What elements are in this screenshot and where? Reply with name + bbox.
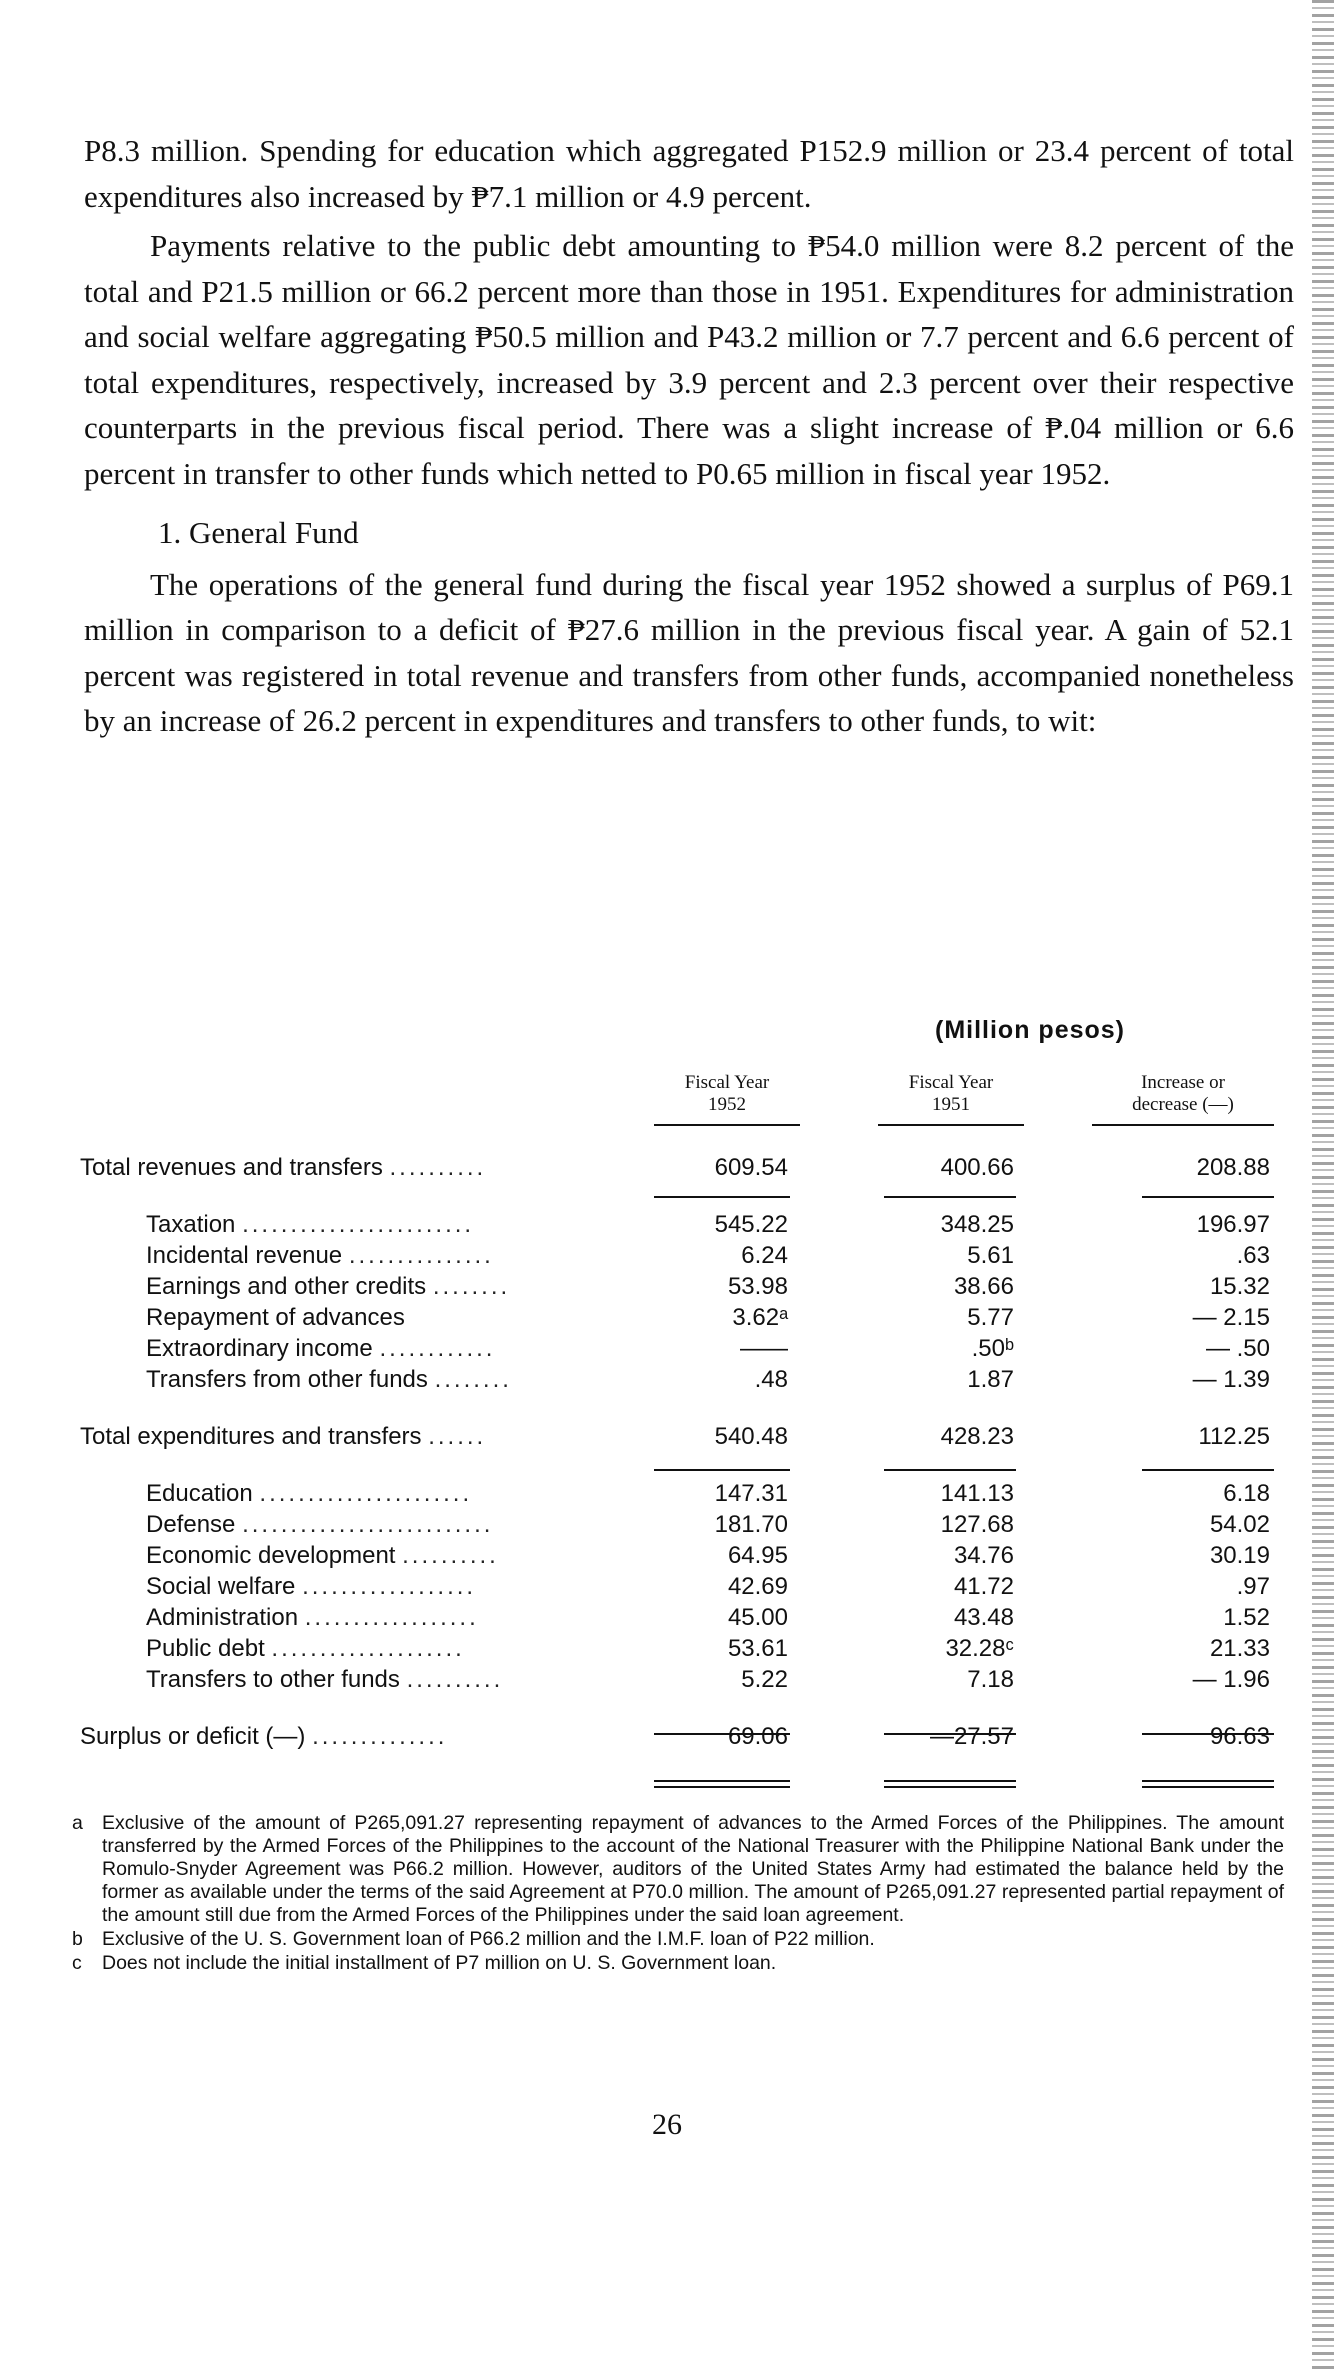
column-header-fy1951: Fiscal Year 1951 [878, 1072, 1024, 1126]
table-row: Surplus or deficit (—) .............. 69.06 —27.57 96.63 [80, 1723, 1270, 1750]
table-row: Economic development .......... 64.95 34.76 30.19 [146, 1542, 1270, 1569]
table-row: Transfers to other funds .......... 5.22 7.18 — 1.96 [146, 1666, 1270, 1693]
section-heading: 1. General Fund [158, 515, 359, 550]
column-header-change: Increase or decrease (—) [1092, 1072, 1274, 1126]
table-row: Public debt .................... 53.61 32.28ᶜ 21.33 [146, 1635, 1270, 1662]
footnote-c: c Does not include the initial installment of P7 million on U. S. Government loan. [72, 1952, 777, 1974]
table-row: Education ...................... 147.31 141.13 6.18 [146, 1480, 1270, 1507]
table-row: Earnings and other credits ........ 53.98 38.66 15.32 [146, 1273, 1270, 1300]
table-row: Total expenditures and transfers ...... 540.48 428.23 112.25 [80, 1423, 1270, 1450]
column-header-fy1952: Fiscal Year 1952 [654, 1072, 800, 1126]
body-text [84, 128, 1294, 744]
paragraph-3: The operations of the general fund during the fiscal year 1952 showed a surplus of P69.1 million in comparison to a deficit of ₱27.6 million in the previous fiscal year. A gain of 52.1 percent was registered in total revenue and transfers from other funds, accompanied nonetheless by an increase of 26.2 percent in expenditures and transfers to other funds, to wit: [84, 566, 1294, 738]
table-row: Social welfare .................. 42.69 41.72 .97 [146, 1573, 1270, 1600]
table-row: Incidental revenue ............... 6.24 5.61 .63 [146, 1242, 1270, 1269]
table-body [80, 1152, 1280, 1752]
table-row: Transfers from other funds ........ .48 1.87 — 1.39 [146, 1366, 1270, 1393]
footnotes [72, 1812, 1284, 1976]
table-unit-label: (Million pesos) [935, 1016, 1125, 1044]
paragraph-1: P8.3 million. Spending for education which aggregated P152.9 million or 23.4 percent of total expenditures also increased by ₱7.1 million or 4.9 percent. [84, 133, 1294, 214]
table-row: Repayment of advances 3.62ᵃ 5.77 — 2.15 [146, 1304, 1270, 1331]
scanned-page-edge [1312, 0, 1334, 2372]
table-row: Defense .......................... 181.70 127.68 54.02 [146, 1511, 1270, 1538]
page-number: 26 [652, 2108, 682, 2141]
table-row: Administration .................. 45.00 43.48 1.52 [146, 1604, 1270, 1631]
table-row: Extraordinary income ............ —— .50ᵇ — .50 [146, 1335, 1270, 1362]
paragraph-2: Payments relative to the public debt amounting to ₱54.0 million were 8.2 percent of the total and P21.5 million or 66.2 percent more than those in 1951. Expenditures for administration and social welfare aggregating ₱50.5 million and P43.2 million or 7.7 percent and 6.6 percent of total expenditures, respectively, increased by 3.9 percent and 2.3 percent over their respective counterparts in the previous fiscal period. There was a slight increase of ₱.04 million or 6.6 percent in transfer to other funds which netted to P0.65 million in fiscal year 1952. [84, 228, 1294, 491]
table-row: Taxation ........................ 545.22 348.25 196.97 [146, 1211, 1270, 1238]
footnote-b: b Exclusive of the U. S. Government loan of P66.2 million and the I.M.F. loan of P22 million. [72, 1928, 875, 1950]
footnote-a: a Exclusive of the amount of P265,091.27 representing repayment of advances to the Armed Forces of the Philippines. The amount transferred by the Armed Forces of the Philippines to the account of the National Treasurer with the Philippine National Bank under the Romulo-Snyder Agreement was P66.2 million. However, auditors of the United States Army had estimated the balance held by the former as available under the terms of the said Agreement at P70.0 million. The amount of P265,091.27 represented partial repayment of the amount still due from the Armed Forces of the Philippines under the said loan agreement. [72, 1812, 1284, 1926]
table-row: Total revenues and transfers .......... 609.54 400.66 208.88 [80, 1154, 1270, 1181]
